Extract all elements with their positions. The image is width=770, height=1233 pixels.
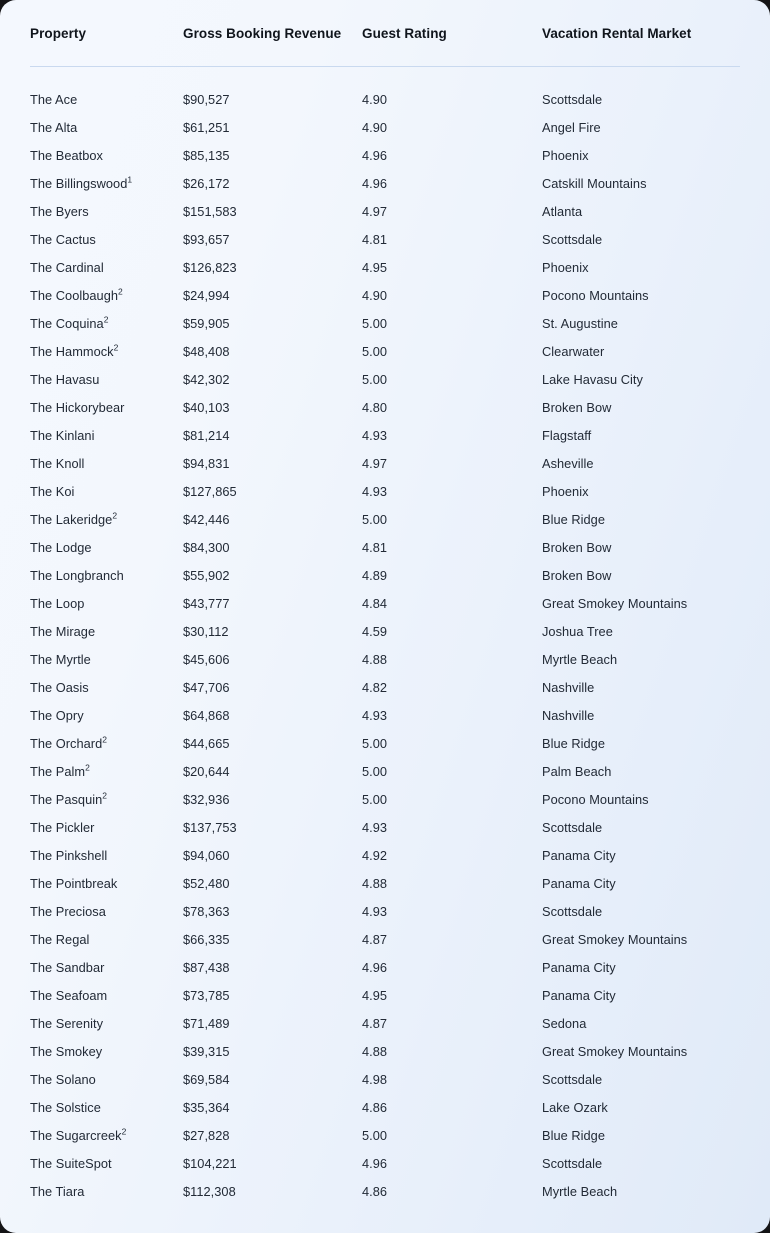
- cell-revenue: $32,936: [183, 791, 230, 807]
- cell-market: Great Smokey Mountains: [542, 931, 688, 947]
- footnote-marker: 2: [113, 342, 119, 353]
- cell-property: [0, 561, 183, 589]
- table-row[interactable]: [0, 1121, 770, 1149]
- footnote-marker: 2: [118, 286, 123, 297]
- cell-rating: 4.93: [362, 903, 388, 919]
- table-row[interactable]: [0, 421, 770, 449]
- cell-market: Joshua Tree: [542, 623, 613, 639]
- cell-revenue: $94,060: [183, 847, 230, 863]
- table-row[interactable]: [0, 561, 770, 589]
- property-name: The Coolbaugh: [30, 287, 119, 303]
- footnote-marker: 1: [127, 174, 133, 185]
- cell-market: Catskill Mountains: [542, 175, 647, 191]
- table-row[interactable]: [0, 813, 770, 841]
- cell-market: Broken Bow: [542, 567, 612, 583]
- cell-property: [0, 169, 183, 197]
- table-header-row: [0, 0, 770, 66]
- cell-revenue: $24,994: [183, 287, 230, 303]
- cell-revenue: $87,438: [183, 959, 230, 975]
- cell-property: [0, 981, 183, 1009]
- cell-revenue: $78,363: [183, 903, 230, 919]
- table-row[interactable]: [0, 897, 770, 925]
- cell-market: Pocono Mountains: [542, 791, 649, 807]
- footnote-marker: 2: [102, 790, 108, 801]
- cell-revenue: $27,828: [183, 1127, 230, 1143]
- property-name: The Solstice: [30, 1099, 101, 1115]
- property-name: The Orchard: [30, 735, 103, 751]
- cell-property: [0, 505, 183, 533]
- footnote-marker: 2: [103, 314, 109, 325]
- cell-property: [0, 1093, 183, 1121]
- cell-rating: 4.80: [362, 399, 388, 415]
- cell-revenue: $127,865: [183, 483, 237, 499]
- column-header-property[interactable]: Property: [30, 25, 87, 41]
- footnote-marker: 2: [121, 1126, 127, 1137]
- table-row[interactable]: [0, 1149, 770, 1177]
- cell-property: [0, 701, 183, 729]
- cell-market: Flagstaff: [542, 427, 592, 443]
- table-row[interactable]: [0, 1009, 770, 1037]
- cell-property: [0, 113, 183, 141]
- table-row[interactable]: [0, 309, 770, 337]
- column-header-guest-rating[interactable]: Guest Rating: [362, 25, 447, 41]
- cell-rating: 5.00: [362, 315, 388, 331]
- property-name: The Mirage: [30, 623, 96, 639]
- cell-rating: 5.00: [362, 763, 388, 779]
- cell-property: [0, 925, 183, 953]
- cell-rating: 4.84: [362, 595, 388, 611]
- table-row[interactable]: [0, 925, 770, 953]
- cell-revenue: $26,172: [183, 175, 230, 191]
- cell-revenue: $52,480: [183, 875, 230, 891]
- cell-revenue: $40,103: [183, 399, 230, 415]
- cell-market: Lake Ozark: [542, 1099, 608, 1115]
- cell-property: [0, 533, 183, 561]
- cell-revenue: $42,302: [183, 371, 230, 387]
- property-name: The Serenity: [30, 1015, 104, 1031]
- cell-property: [0, 365, 183, 393]
- cell-property: [0, 757, 183, 785]
- cell-market: Nashville: [542, 707, 595, 723]
- cell-market: St. Augustine: [542, 315, 618, 331]
- cell-property: [0, 85, 183, 113]
- table-row[interactable]: [0, 673, 770, 701]
- property-name: The Havasu: [30, 371, 100, 387]
- cell-rating: 5.00: [362, 371, 388, 387]
- cell-market: Asheville: [542, 455, 594, 471]
- cell-rating: 4.81: [362, 539, 388, 555]
- cell-rating: 4.96: [362, 175, 388, 191]
- table-row[interactable]: [0, 365, 770, 393]
- cell-rating: 4.87: [362, 931, 388, 947]
- cell-rating: 5.00: [362, 511, 388, 527]
- cell-property: [0, 393, 183, 421]
- table-row[interactable]: [0, 225, 770, 253]
- cell-property: [0, 449, 183, 477]
- cell-rating: 4.93: [362, 427, 388, 443]
- cell-revenue: $39,315: [183, 1043, 230, 1059]
- table-row[interactable]: [0, 757, 770, 785]
- property-name: The Knoll: [30, 455, 85, 471]
- cell-market: Broken Bow: [542, 539, 612, 555]
- property-name: The Cactus: [30, 231, 96, 247]
- property-name: The Pickler: [30, 819, 95, 835]
- cell-property: [0, 421, 183, 449]
- cell-revenue: $55,902: [183, 567, 230, 583]
- property-name: The Preciosa: [30, 903, 106, 919]
- cell-revenue: $81,214: [183, 427, 230, 443]
- table-row[interactable]: [0, 1065, 770, 1093]
- cell-market: Palm Beach: [542, 763, 612, 779]
- cell-revenue: $64,868: [183, 707, 230, 723]
- table-row[interactable]: [0, 1037, 770, 1065]
- cell-property: [0, 869, 183, 897]
- table-row[interactable]: [0, 841, 770, 869]
- cell-revenue: $104,221: [183, 1155, 237, 1171]
- property-name: The Alta: [30, 119, 78, 135]
- table-row[interactable]: [0, 505, 770, 533]
- cell-revenue: $126,823: [183, 259, 237, 275]
- table-row[interactable]: [0, 645, 770, 673]
- cell-revenue: $90,527: [183, 91, 230, 107]
- cell-market: Scottsdale: [542, 1071, 603, 1087]
- cell-revenue: $30,112: [183, 623, 229, 639]
- property-name: The Opry: [30, 707, 84, 723]
- cell-revenue: $84,300: [183, 539, 230, 555]
- cell-market: Pocono Mountains: [542, 287, 649, 303]
- column-header-vacation-rental-market[interactable]: Vacation Rental Market: [542, 25, 692, 41]
- cell-rating: 4.87: [362, 1015, 388, 1031]
- cell-market: Panama City: [542, 959, 616, 975]
- cell-market: Great Smokey Mountains: [542, 595, 688, 611]
- table-row[interactable]: [0, 85, 770, 113]
- cell-property: [0, 477, 183, 505]
- table-row[interactable]: [0, 337, 770, 365]
- cell-property: [0, 309, 183, 337]
- property-name: The Koi: [30, 483, 75, 499]
- cell-property: [0, 645, 183, 673]
- table-body: [0, 67, 770, 1205]
- cell-market: Scottsdale: [542, 819, 603, 835]
- cell-market: Phoenix: [542, 259, 589, 275]
- cell-property: [0, 897, 183, 925]
- cell-property: [0, 337, 183, 365]
- cell-property: [0, 1009, 183, 1037]
- footnote-marker: 2: [102, 734, 108, 745]
- property-name: The Beatbox: [30, 147, 103, 163]
- table-row[interactable]: [0, 113, 770, 141]
- cell-market: Great Smokey Mountains: [542, 1043, 688, 1059]
- cell-market: Lake Havasu City: [542, 371, 643, 387]
- cell-property: [0, 617, 183, 645]
- column-header-gross-booking-revenue[interactable]: Gross Booking Revenue: [183, 25, 342, 41]
- table-row[interactable]: [0, 729, 770, 757]
- table-row[interactable]: [0, 141, 770, 169]
- table-row[interactable]: [0, 869, 770, 897]
- cell-rating: 4.88: [362, 875, 388, 891]
- cell-property: [0, 841, 183, 869]
- cell-revenue: $112,308: [183, 1183, 236, 1199]
- property-name: The Hickorybear: [30, 399, 125, 415]
- property-name: The Seafoam: [30, 987, 108, 1003]
- cell-property: [0, 141, 183, 169]
- property-name: The Lodge: [30, 539, 92, 555]
- property-name: The Regal: [30, 931, 90, 947]
- table-row[interactable]: [0, 953, 770, 981]
- cell-rating: 4.93: [362, 819, 388, 835]
- cell-rating: 4.97: [362, 203, 388, 219]
- cell-market: Angel Fire: [542, 119, 601, 135]
- table-row[interactable]: [0, 533, 770, 561]
- property-name: The Billingswood: [30, 175, 128, 191]
- cell-rating: 4.81: [362, 231, 388, 247]
- cell-market: Nashville: [542, 679, 595, 695]
- property-name: The Pointbreak: [30, 875, 118, 891]
- cell-market: Blue Ridge: [542, 511, 605, 527]
- table-row[interactable]: [0, 1177, 770, 1205]
- property-name: The SuiteSpot: [30, 1155, 112, 1171]
- cell-revenue: $151,583: [183, 203, 237, 219]
- cell-revenue: $48,408: [183, 343, 230, 359]
- cell-rating: 5.00: [362, 791, 388, 807]
- cell-rating: 4.98: [362, 1071, 388, 1087]
- table-row[interactable]: [0, 701, 770, 729]
- property-name: The Tiara: [30, 1183, 85, 1199]
- cell-revenue: $43,777: [183, 595, 230, 611]
- cell-market: Myrtle Beach: [542, 1183, 618, 1199]
- cell-revenue: $42,446: [183, 511, 230, 527]
- cell-market: Phoenix: [542, 483, 589, 499]
- cell-revenue: $44,665: [183, 735, 230, 751]
- table-row[interactable]: [0, 589, 770, 617]
- cell-rating: 5.00: [362, 735, 388, 751]
- cell-revenue: $71,489: [183, 1015, 230, 1031]
- cell-revenue: $59,905: [183, 315, 230, 331]
- table-row[interactable]: [0, 393, 770, 421]
- table-row[interactable]: [0, 253, 770, 281]
- cell-property: [0, 729, 183, 757]
- cell-revenue: $85,135: [183, 147, 230, 163]
- cell-property: [0, 1121, 183, 1149]
- cell-property: [0, 1177, 183, 1205]
- cell-market: Clearwater: [542, 343, 605, 359]
- property-name: The Sandbar: [30, 959, 105, 975]
- cell-property: [0, 1037, 183, 1065]
- cell-property: [0, 281, 183, 309]
- cell-property: [0, 953, 183, 981]
- cell-market: Panama City: [542, 847, 616, 863]
- cell-rating: 4.96: [362, 147, 388, 163]
- cell-rating: 4.95: [362, 259, 388, 275]
- cell-revenue: $137,753: [183, 819, 237, 835]
- cell-rating: 4.88: [362, 1043, 388, 1059]
- cell-market: Scottsdale: [542, 903, 603, 919]
- property-name: The Longbranch: [30, 567, 124, 583]
- property-name: The Sugarcreek: [30, 1127, 122, 1143]
- table-row[interactable]: [0, 785, 770, 813]
- cell-rating: 4.90: [362, 287, 388, 303]
- cell-revenue: $20,644: [183, 763, 230, 779]
- cell-rating: 4.96: [362, 959, 388, 975]
- cell-rating: 4.95: [362, 987, 388, 1003]
- cell-property: [0, 197, 183, 225]
- cell-market: Myrtle Beach: [542, 651, 618, 667]
- cell-revenue: $69,584: [183, 1071, 230, 1087]
- property-name: The Solano: [30, 1071, 96, 1087]
- property-name: The Loop: [30, 595, 85, 611]
- cell-market: Panama City: [542, 875, 616, 891]
- property-name: The Cardinal: [30, 259, 104, 275]
- cell-market: Sedona: [542, 1015, 587, 1031]
- cell-property: [0, 589, 183, 617]
- cell-market: Scottsdale: [542, 231, 603, 247]
- table-row[interactable]: [0, 617, 770, 645]
- property-name: The Palm: [30, 763, 86, 779]
- cell-revenue: $93,657: [183, 231, 230, 247]
- property-name: The Hammock: [30, 343, 114, 359]
- cell-rating: 4.90: [362, 119, 388, 135]
- table-row[interactable]: [0, 449, 770, 477]
- property-name: The Myrtle: [30, 651, 91, 667]
- table-top-spacer: [0, 67, 770, 85]
- cell-revenue: $45,606: [183, 651, 230, 667]
- cell-revenue: $61,251: [183, 119, 230, 135]
- table-row[interactable]: [0, 281, 770, 309]
- property-name: The Pinkshell: [30, 847, 108, 863]
- cell-market: Broken Bow: [542, 399, 612, 415]
- cell-revenue: $35,364: [183, 1099, 230, 1115]
- cell-revenue: $66,335: [183, 931, 230, 947]
- cell-market: Panama City: [542, 987, 616, 1003]
- cell-market: Phoenix: [542, 147, 589, 163]
- cell-rating: 5.00: [362, 1127, 388, 1143]
- property-name: The Smokey: [30, 1043, 103, 1059]
- cell-rating: 4.59: [362, 623, 388, 639]
- cell-rating: 4.93: [362, 483, 388, 499]
- table-row[interactable]: [0, 197, 770, 225]
- table-row[interactable]: [0, 477, 770, 505]
- cell-property: [0, 813, 183, 841]
- cell-market: Atlanta: [542, 203, 583, 219]
- cell-rating: 4.93: [362, 707, 388, 723]
- cell-revenue: $47,706: [183, 679, 230, 695]
- cell-market: Blue Ridge: [542, 1127, 605, 1143]
- cell-property: [0, 1149, 183, 1177]
- cell-market: Scottsdale: [542, 1155, 603, 1171]
- cell-property: [0, 785, 183, 813]
- cell-revenue: $94,831: [183, 455, 230, 471]
- property-name: The Lakeridge: [30, 511, 113, 527]
- cell-property: [0, 253, 183, 281]
- cell-rating: 4.97: [362, 455, 388, 471]
- cell-property: [0, 225, 183, 253]
- property-name: The Pasquin: [30, 791, 103, 807]
- cell-rating: 4.88: [362, 651, 388, 667]
- cell-rating: 4.86: [362, 1099, 388, 1115]
- cell-rating: 4.86: [362, 1183, 388, 1199]
- property-name: The Byers: [30, 203, 89, 219]
- property-name: The Oasis: [30, 679, 89, 695]
- cell-rating: 5.00: [362, 343, 388, 359]
- property-name: The Coquina: [30, 315, 104, 331]
- table-row[interactable]: [0, 981, 770, 1009]
- footnote-marker: 2: [112, 510, 118, 521]
- cell-rating: 4.90: [362, 91, 388, 107]
- cell-property: [0, 1065, 183, 1093]
- table-header: [0, 0, 770, 67]
- property-name: The Kinlani: [30, 427, 95, 443]
- table-row[interactable]: [0, 169, 770, 197]
- cell-market: Blue Ridge: [542, 735, 605, 751]
- cell-rating: 4.92: [362, 847, 388, 863]
- property-name: The Ace: [30, 91, 78, 107]
- table-row[interactable]: [0, 1093, 770, 1121]
- cell-property: [0, 673, 183, 701]
- cell-market: Scottsdale: [542, 91, 603, 107]
- cell-rating: 4.89: [362, 567, 388, 583]
- cell-rating: 4.82: [362, 679, 388, 695]
- cell-rating: 4.96: [362, 1155, 388, 1171]
- cell-revenue: $73,785: [183, 987, 230, 1003]
- footnote-marker: 2: [85, 762, 90, 773]
